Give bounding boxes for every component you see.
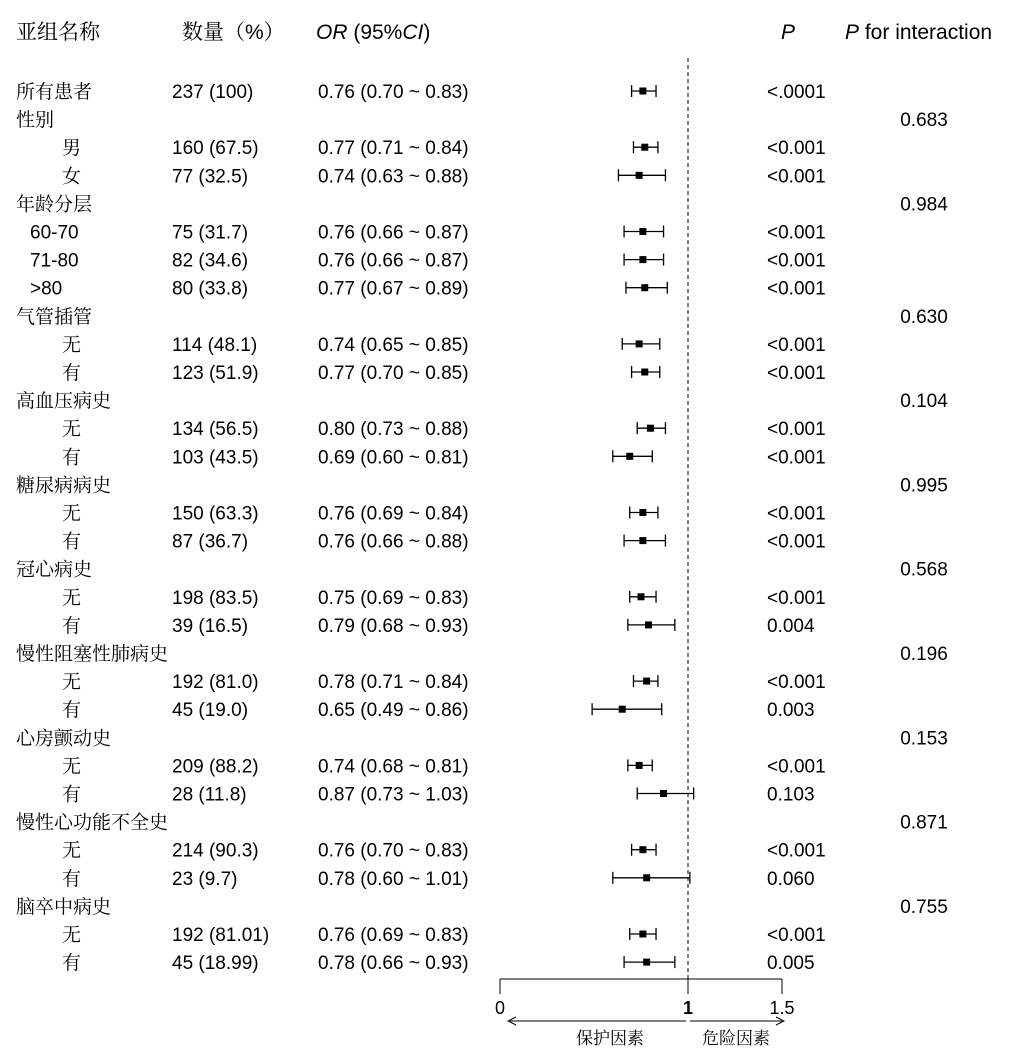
p-value-cell: 0.103 — [767, 784, 815, 806]
p-interaction-cell: 0.630 — [900, 306, 948, 328]
or-ci-cell: 0.80 (0.73 ~ 0.88) — [318, 419, 469, 441]
or-point-marker — [639, 509, 646, 516]
or-point-marker — [643, 874, 650, 881]
count-cell: 134 (56.5) — [172, 419, 259, 441]
or-point-marker — [626, 453, 633, 460]
p-value-cell: <0.001 — [767, 756, 826, 778]
x-tick-label-1: 1 — [682, 998, 694, 1018]
table-row — [16, 81, 826, 103]
subgroup-label: 有 — [62, 953, 82, 975]
p-value-cell: <0.001 — [767, 419, 826, 441]
p-value-cell: 0.003 — [767, 700, 815, 722]
subgroup-label: 有 — [62, 615, 82, 637]
p-interaction-cell: 0.153 — [900, 728, 948, 750]
or-ci-cell: 0.78 (0.60 ~ 1.01) — [318, 868, 469, 890]
p-value-cell: 0.004 — [767, 615, 815, 637]
p-interaction-cell: 0.871 — [900, 812, 948, 834]
table-row — [62, 418, 826, 440]
table-row — [16, 474, 948, 496]
p-interaction-cell: 0.755 — [900, 896, 948, 918]
subgroup-label: 60-70 — [30, 222, 79, 244]
or-point-marker — [660, 790, 667, 797]
or-ci-cell: 0.75 (0.69 ~ 0.83) — [318, 587, 469, 609]
or-point-marker — [639, 931, 646, 938]
table-row — [16, 727, 948, 749]
subgroup-label: 有 — [62, 700, 82, 722]
subgroup-label: 无 — [62, 756, 82, 778]
or-point-marker — [639, 88, 646, 95]
count-cell: 39 (16.5) — [172, 615, 249, 637]
subgroup-label: 无 — [62, 587, 82, 609]
or-ci-cell: 0.74 (0.65 ~ 0.85) — [318, 334, 469, 356]
subgroup-label: 有 — [62, 447, 82, 469]
count-cell: 28 (11.8) — [172, 784, 247, 806]
or-point-marker — [639, 256, 646, 263]
header-ci-symbol: CI — [402, 21, 424, 44]
p-value-cell: 0.005 — [767, 953, 815, 975]
subgroup-label: 71-80 — [30, 250, 79, 272]
p-value-cell: 0.060 — [767, 868, 815, 890]
or-ci-cell: 0.76 (0.66 ~ 0.88) — [318, 531, 469, 553]
p-value-cell: <0.001 — [767, 278, 826, 300]
or-ci-cell: 0.76 (0.66 ~ 0.87) — [318, 222, 469, 244]
x-tick-label-0: 0 — [494, 998, 506, 1018]
p-value-cell: <0.001 — [767, 250, 826, 272]
or-ci-cell: 0.76 (0.70 ~ 0.83) — [318, 840, 469, 862]
table-row — [16, 306, 948, 328]
or-point-marker — [641, 369, 648, 376]
or-point-marker — [639, 228, 646, 235]
count-cell: 214 (90.3) — [172, 840, 259, 862]
or-ci-cell: 0.76 (0.70 ~ 0.83) — [318, 82, 469, 103]
p-interaction-cell: 0.196 — [900, 644, 948, 665]
p-value-cell: <0.001 — [767, 587, 826, 609]
table-row — [16, 390, 948, 412]
subgroup-label: 女 — [62, 166, 82, 188]
count-cell: 45 (19.0) — [172, 700, 249, 722]
table-row — [62, 362, 826, 384]
or-ci-cell: 0.74 (0.63 ~ 0.88) — [318, 166, 469, 188]
table-rows — [16, 81, 948, 974]
subgroup-title: 慢性心功能不全史 — [16, 812, 169, 834]
table-row — [62, 868, 815, 890]
or-point-marker — [638, 593, 645, 600]
subgroup-title: 性别 — [16, 110, 55, 132]
count-cell: 192 (81.01) — [172, 925, 270, 946]
header-ci-close: ) — [423, 21, 431, 44]
subgroup-title: 高血压病史 — [16, 391, 112, 413]
count-cell: 114 (48.1) — [172, 334, 258, 356]
subgroup-label: 无 — [62, 672, 82, 694]
or-point-marker — [636, 762, 643, 769]
count-cell: 198 (83.5) — [172, 587, 259, 609]
count-cell: 237 (100) — [172, 82, 254, 103]
p-value-cell: <0.001 — [767, 672, 826, 694]
table-row — [62, 924, 826, 946]
or-point-marker — [645, 621, 652, 628]
table-row — [62, 165, 826, 187]
table-row — [62, 503, 826, 525]
subgroup-label: 无 — [62, 503, 82, 525]
subgroup-label: 无 — [62, 419, 82, 441]
table-row — [62, 699, 815, 721]
count-cell: 103 (43.5) — [172, 447, 259, 469]
count-cell: 80 (33.8) — [172, 278, 249, 300]
p-interaction-cell: 0.568 — [900, 559, 948, 581]
subgroup-label: 有 — [62, 363, 82, 384]
table-row — [62, 784, 815, 806]
table-row — [16, 559, 948, 581]
or-point-marker — [641, 284, 648, 291]
or-ci-cell: 0.77 (0.70 ~ 0.85) — [318, 363, 469, 384]
risk-factor-label: 危险因素 — [702, 1029, 770, 1048]
table-row — [62, 531, 826, 553]
table-row — [16, 643, 948, 665]
p-value-cell: <0.001 — [767, 222, 826, 244]
header-p-interaction — [845, 21, 992, 44]
subgroup-label: 有 — [62, 531, 82, 553]
x-axis — [495, 979, 795, 1048]
or-ci-cell: 0.78 (0.71 ~ 0.84) — [318, 672, 469, 694]
header-count: 数量（%） — [182, 21, 285, 44]
count-cell: 123 (51.9) — [172, 363, 259, 384]
subgroup-title: 糖尿病病史 — [16, 475, 112, 497]
or-point-marker — [636, 340, 643, 347]
or-ci-cell: 0.79 (0.68 ~ 0.93) — [318, 615, 469, 637]
protective-factor-label: 保护因素 — [576, 1029, 644, 1048]
or-ci-cell: 0.76 (0.69 ~ 0.84) — [318, 503, 469, 525]
count-cell: 209 (88.2) — [172, 756, 259, 778]
p-value-cell: <0.001 — [767, 166, 826, 188]
left-arrow — [508, 1017, 686, 1025]
or-point-marker — [643, 678, 650, 685]
subgroup-title: 慢性阻塞性肺病史 — [16, 644, 169, 665]
table-row — [30, 279, 826, 300]
or-ci-cell: 0.69 (0.60 ~ 0.81) — [318, 447, 469, 469]
header-p-interaction-text: for interaction — [859, 21, 993, 44]
p-interaction-cell: 0.104 — [900, 391, 948, 413]
or-ci-cell: 0.74 (0.68 ~ 0.81) — [318, 756, 469, 778]
subgroup-label: 男 — [62, 138, 82, 160]
p-value-cell: <0.001 — [767, 503, 826, 525]
p-value-cell: <0.001 — [767, 138, 826, 160]
count-cell: 23 (9.7) — [172, 868, 238, 890]
subgroup-title: 脑卒中病史 — [16, 896, 112, 918]
or-point-marker — [643, 959, 650, 966]
header-p: P — [781, 21, 796, 44]
table-row — [16, 193, 948, 215]
p-value-cell: <0.001 — [767, 531, 826, 553]
count-cell: 150 (63.3) — [172, 503, 259, 525]
or-ci-cell: 0.87 (0.73 ~ 1.03) — [318, 784, 469, 806]
header-or-ci — [316, 21, 430, 44]
count-cell: 75 (31.7) — [172, 222, 249, 244]
count-cell: 192 (81.0) — [172, 672, 259, 694]
count-cell: 45 (18.99) — [172, 953, 259, 975]
or-point-marker — [639, 537, 646, 544]
or-ci-cell: 0.77 (0.67 ~ 0.89) — [318, 278, 469, 300]
p-interaction-cell: 0.984 — [900, 194, 948, 216]
table-row — [62, 587, 826, 609]
table-row — [62, 840, 826, 862]
table-row — [30, 251, 826, 272]
header-p-interaction-symbol: P — [845, 21, 860, 44]
right-arrow — [690, 1017, 784, 1025]
subgroup-label: 无 — [62, 840, 82, 862]
or-ci-cell: 0.76 (0.66 ~ 0.87) — [318, 250, 469, 272]
subgroup-label: 有 — [62, 868, 82, 890]
table-row — [16, 896, 948, 918]
count-cell: 87 (36.7) — [172, 531, 249, 553]
or-point-marker — [641, 144, 648, 151]
subgroup-title: 冠心病史 — [16, 559, 93, 581]
p-value-cell: <0.001 — [767, 447, 826, 469]
header-ci-label: (95% — [347, 21, 403, 44]
or-ci-cell: 0.78 (0.66 ~ 0.93) — [318, 953, 469, 975]
header-or-symbol: OR — [316, 21, 348, 44]
p-value-cell: <0.001 — [767, 840, 826, 862]
table-row — [62, 334, 826, 356]
subgroup-label: 有 — [62, 784, 82, 806]
header-row — [16, 21, 992, 44]
subgroup-title: 气管插管 — [16, 306, 93, 328]
table-row — [62, 952, 815, 974]
header-subgroup: 亚组名称 — [16, 21, 100, 44]
p-interaction-cell: 0.683 — [900, 110, 948, 132]
or-ci-cell: 0.77 (0.71 ~ 0.84) — [318, 138, 469, 160]
table-row — [16, 109, 948, 131]
or-point-marker — [639, 846, 646, 853]
table-row — [62, 755, 826, 777]
p-value-cell: <0.001 — [767, 334, 826, 356]
table-row — [16, 812, 948, 834]
subgroup-label: 无 — [62, 925, 82, 946]
p-value-cell: <.0001 — [767, 82, 826, 103]
table-row — [62, 446, 826, 468]
count-cell: 160 (67.5) — [172, 138, 259, 160]
subgroup-title: 年龄分层 — [16, 194, 93, 216]
or-point-marker — [647, 425, 654, 432]
or-point-marker — [636, 172, 643, 179]
count-cell: 82 (34.6) — [172, 250, 249, 272]
table-row — [62, 615, 815, 637]
x-tick-label-1-5: 1.5 — [769, 998, 795, 1018]
table-row — [62, 137, 826, 159]
p-value-cell: <0.001 — [767, 925, 826, 946]
p-interaction-cell: 0.995 — [900, 475, 948, 497]
subgroup-title: 所有患者 — [16, 82, 93, 103]
table-row — [62, 671, 826, 693]
or-ci-cell: 0.65 (0.49 ~ 0.86) — [318, 700, 469, 722]
p-value-cell: <0.001 — [767, 363, 826, 384]
or-point-marker — [619, 706, 626, 713]
count-cell: 77 (32.5) — [172, 166, 249, 188]
subgroup-title: 心房颤动史 — [16, 728, 112, 750]
subgroup-label: >80 — [30, 278, 63, 300]
table-row — [30, 223, 826, 244]
subgroup-label: 无 — [62, 334, 82, 356]
or-ci-cell: 0.76 (0.69 ~ 0.83) — [318, 925, 469, 946]
